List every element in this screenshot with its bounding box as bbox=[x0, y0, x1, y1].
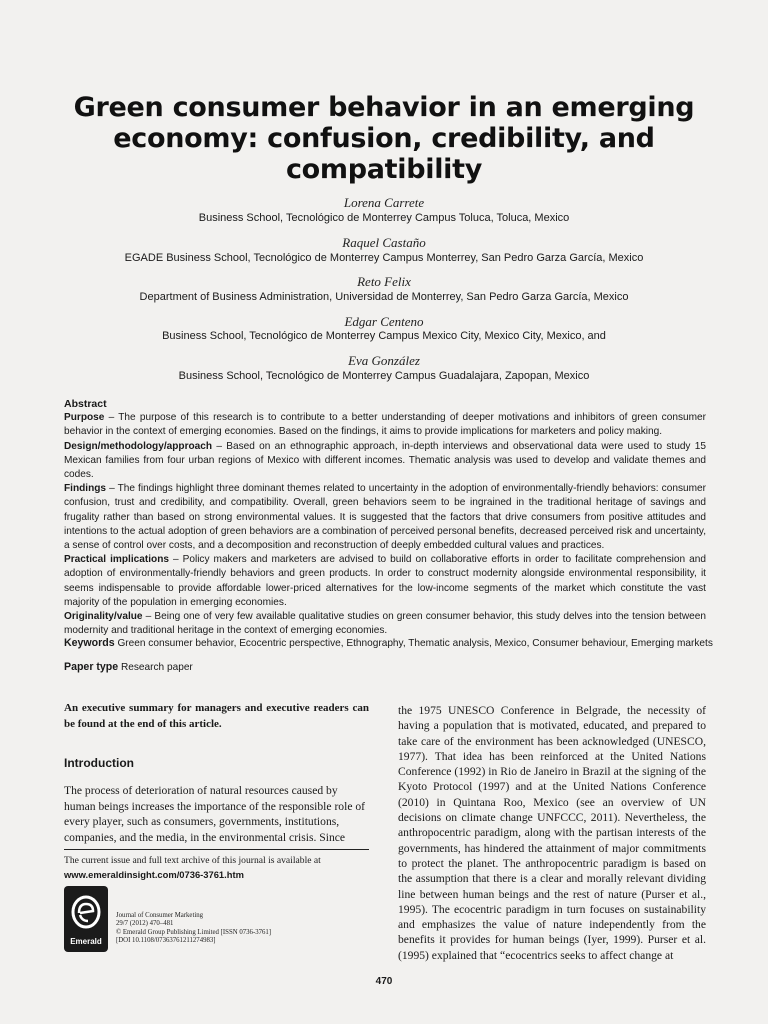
abstract-purpose bbox=[64, 411, 706, 439]
executive-summary-note: An executive summary for managers and executive readers can be found at the end of this article. bbox=[64, 702, 369, 730]
author-name: Reto Felix bbox=[357, 274, 411, 289]
page-number: 470 bbox=[375, 976, 393, 987]
author-name: Raquel Castaño bbox=[342, 235, 426, 250]
abstract-text: – Being one of very few available qualitative studies on green consumer behavior, this study delves into the tension between modernity and traditional heritage in the context of emerging economies. bbox=[64, 611, 706, 637]
author-affiliation: Department of Business Administration, Universidad de Monterrey, San Pedro Garza García, Mexico bbox=[139, 291, 629, 303]
right-column-text: the 1975 UNESCO Conference in Belgrade, the necessity of having a population that is motivated, educated, and prepared to take care of the environment has been acknowledged (UNESCO, 1977). That idea has been reinforced at the United Nations Conference (1992) in Rio de Janeiro in Brazil at the signing of the Kyoto Protocol (1997) and at the United Nations Conference (2010) in Quintana Roo, Mexico (see an overview of UN decisions on climate change UNFCCC, 2011). Nevertheless, the anthropocentric paradigm, along with the partisan interests of the governments, has hindered the attainment of major commitments to protect the planet. The anthropocentric paradigm is based on the assumption that there is a clear and morally relevant dividing line between human beings and the rest of nature (Purser et al., 1995). The ecocentric paradigm in turn focuses on sustainability and emphasizes the value of nature independently from the benefits it provides for human beings (Iyer, 1999). Purser et al. (1995) explained that “ecocentrics seeks to affect change at bbox=[398, 704, 706, 962]
abstract-label: Purpose bbox=[64, 412, 105, 424]
introduction-heading: Introduction bbox=[64, 756, 134, 770]
abstract bbox=[64, 397, 706, 638]
introduction-text: The process of deterioration of natural resources caused by human beings increases the importance of the responsible role of every player, such as consumers, governments, institutions, companies, and the media, in the environmental crisis. Since bbox=[64, 784, 366, 844]
author-affiliation: EGADE Business School, Tecnológico de Monterrey Campus Monterrey, San Pedro Garza García, Mexico bbox=[124, 252, 644, 264]
journal-line: [DOI 10.1108/07363761211274983] bbox=[116, 937, 216, 945]
author-name: Eva González bbox=[348, 353, 420, 368]
abstract-label: Originality/value bbox=[64, 611, 143, 623]
abstract-label: Design/methodology/approach bbox=[64, 440, 213, 452]
author-name: Lorena Carrete bbox=[343, 195, 425, 210]
abstract-implications bbox=[64, 553, 706, 610]
emerald-logo-icon bbox=[70, 894, 102, 930]
footnote-text: The current issue and full text archive of this journal is available at bbox=[64, 855, 321, 866]
abstract-text: – Based on an ethnographic approach, in-depth interviews and observational data were used to study 15 Mexican families from four urban regions of Mexico with different incomes. Thematic analysis was used to develop and validate themes and codes. bbox=[64, 440, 706, 481]
abstract-text: – The purpose of this research is to contribute to a better understanding of deeper motivations and inhibitors of green consumer behavior in the context of emerging economies. Based on the findings, it aims to provide implications for marketers and policy making. bbox=[64, 412, 706, 438]
abstract-label: Findings bbox=[64, 483, 107, 495]
article-title: Green consumer behavior in an emerging economy: confusion, credibility, and compatibility bbox=[73, 92, 695, 185]
author-affiliation: Business School, Tecnológico de Monterrey Campus Toluca, Toluca, Mexico bbox=[198, 212, 570, 224]
author-name: Edgar Centeno bbox=[344, 314, 424, 329]
left-column bbox=[64, 701, 369, 845]
abstract-heading: Abstract bbox=[64, 398, 107, 410]
keywords bbox=[64, 637, 744, 649]
paper-type-text: Research paper bbox=[118, 662, 193, 673]
footnote-divider bbox=[64, 849, 369, 850]
author-affiliation: Business School, Tecnológico de Monterrey Campus Mexico City, Mexico City, Mexico, and bbox=[162, 330, 606, 342]
emerald-logo bbox=[64, 886, 108, 952]
abstract-design bbox=[64, 440, 706, 483]
abstract-originality bbox=[64, 610, 706, 638]
abstract-text: – Policy makers and marketers are advised to build on collaborative efforts in order to facilitate comprehension and adoption of environmentally-friendly behaviors and green products. In order to construct modernity alongside environmental responsibility, it seems indispensable to provide affordable lower-priced alternatives for the low-income segments of the market which constitute the vast majority of the population in emerging economies. bbox=[64, 554, 706, 608]
journal-line: 29/7 (2012) 470–481 bbox=[116, 920, 174, 928]
journal-line: © Emerald Group Publishing Limited [ISSN 0736-3761] bbox=[116, 928, 272, 936]
paper-type bbox=[64, 661, 744, 673]
footnote bbox=[64, 854, 369, 882]
journal-info bbox=[116, 912, 376, 946]
journal-line: Journal of Consumer Marketing bbox=[116, 912, 204, 919]
abstract-text: – The findings highlight three dominant themes related to uncertainty in the adoption of environmentally-friendly behaviors: consumer confusion, trust and credibility, and compatibility. Overall, green behaviors seem to be ingrained in the traditional heritage of savings and frugality rather than based on strong environmental values. It is suggested that the factors that drive consumers from positive attitudes and intentions to the actual adoption of green behaviors are a combination of perceived personal benefits, decreased perceived risk and uncertainty, a sense of control over costs, and a decomposition and reconstruction of deeply embedded cultural values and practices. bbox=[64, 483, 706, 552]
abstract-label: Practical implications bbox=[64, 554, 169, 566]
paper-type-label: Paper type bbox=[64, 661, 119, 673]
journal-url: www.emeraldinsight.com/0736-3761.htm bbox=[64, 869, 244, 880]
logo-label: Emerald bbox=[70, 937, 102, 946]
keywords-text: Green consumer behavior, Ecocentric perspective, Ethnography, Thematic analysis, Mexico, Consumer behaviour, Emerging markets bbox=[114, 638, 713, 649]
author-affiliation: Business School, Tecnológico de Monterrey Campus Guadalajara, Zapopan, Mexico bbox=[178, 370, 590, 382]
keywords-label: Keywords bbox=[64, 637, 115, 649]
abstract-findings bbox=[64, 482, 706, 553]
